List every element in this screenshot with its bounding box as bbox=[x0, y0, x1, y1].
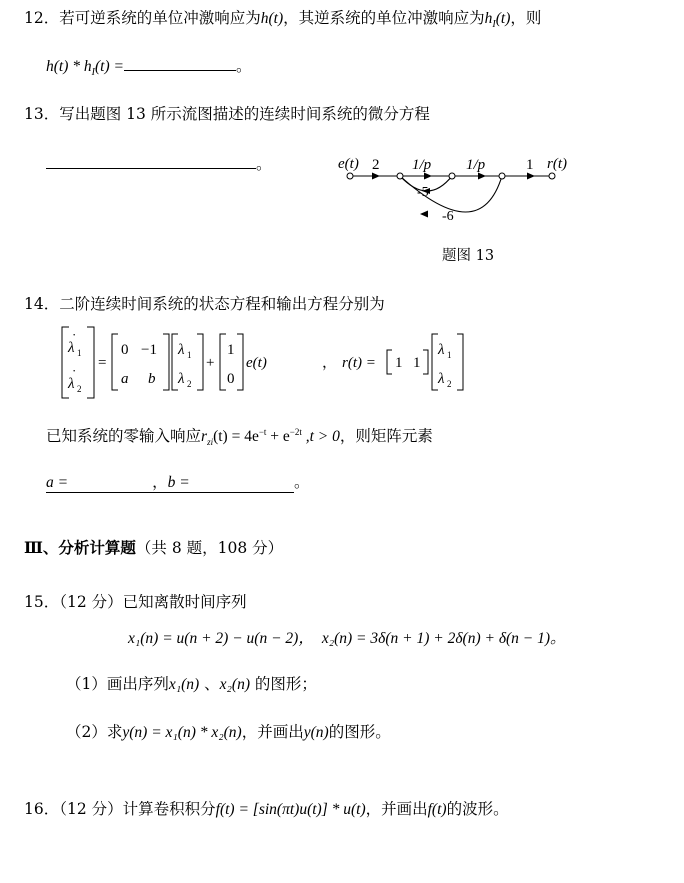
question-13 bbox=[24, 102, 430, 124]
svg-text:0: 0 bbox=[227, 371, 235, 387]
q14-text: 二阶连续时间系统的状态方程和输出方程分别为 bbox=[59, 295, 385, 313]
flow-fb-6: -6 bbox=[442, 209, 454, 224]
flow-gain-4: 1 bbox=[526, 157, 534, 173]
arrow-4 bbox=[527, 173, 535, 180]
question-12 bbox=[24, 6, 541, 30]
q14-sep: ， bbox=[152, 473, 168, 491]
signal-flow-graph bbox=[330, 148, 590, 238]
q12-text-c: ，则 bbox=[510, 9, 542, 27]
q13-number: 13． bbox=[24, 105, 60, 123]
svg-text:λ: λ bbox=[178, 371, 185, 387]
svg-text:，: ， bbox=[322, 355, 338, 371]
q16-eq: f(t) = [sin(πt)u(t)] * u(t) bbox=[215, 801, 366, 818]
q15-part-2 bbox=[66, 720, 391, 742]
q14-zi-text-b: ，则矩阵元素 bbox=[339, 427, 433, 445]
question-15 bbox=[24, 590, 247, 612]
q12-eq-sub: I bbox=[91, 67, 95, 79]
flow-label-e: e(t) bbox=[338, 156, 359, 172]
svg-text:a: a bbox=[121, 371, 129, 387]
q13-answer-blank[interactable] bbox=[46, 154, 256, 169]
svg-text:λ: λ bbox=[438, 371, 445, 387]
q12-hI: h bbox=[484, 10, 493, 27]
node-2 bbox=[449, 173, 455, 179]
q15-p1-x1: x₁(n) bbox=[168, 676, 200, 693]
q15-p1-x2: x₂(n) bbox=[219, 676, 250, 693]
q15-p1-b: 、 bbox=[199, 675, 220, 693]
q12-eq-lhs: h(t) * h bbox=[46, 58, 92, 75]
state-equation bbox=[56, 324, 486, 402]
q14-zi-plus: + e bbox=[266, 428, 290, 445]
svg-text:λ: λ bbox=[178, 342, 185, 358]
arrow-3 bbox=[478, 173, 486, 180]
svg-text:=: = bbox=[98, 355, 107, 371]
q15-p2-b: ，并画出 bbox=[241, 723, 304, 741]
q12-end: 。 bbox=[235, 57, 252, 75]
svg-text:λ: λ bbox=[68, 340, 75, 356]
q15-p1-c: 的图形； bbox=[250, 675, 317, 693]
svg-text:1: 1 bbox=[227, 342, 235, 358]
svg-text:1: 1 bbox=[395, 355, 403, 371]
svg-text:2: 2 bbox=[187, 379, 192, 389]
svg-text:1: 1 bbox=[77, 348, 82, 358]
q12-ht: h(t) bbox=[260, 10, 284, 27]
svg-text:1: 1 bbox=[187, 350, 192, 360]
q14-zi-cond: ,t > 0 bbox=[301, 428, 340, 445]
q13-answer-line bbox=[46, 152, 272, 174]
q15-x1: x₁(n) = u(n + 2) − u(n − 2)， bbox=[128, 630, 314, 647]
q16-f: f(t) bbox=[427, 801, 447, 818]
svg-text:2: 2 bbox=[77, 384, 82, 394]
q14-end: 。 bbox=[294, 473, 310, 491]
svg-text:+: + bbox=[206, 355, 215, 371]
q15-p2-y: y(n) bbox=[303, 724, 329, 741]
section-3-title: Ⅲ、分析计算题 bbox=[24, 538, 136, 557]
svg-text:r(t) =: r(t) = bbox=[342, 355, 376, 371]
q12-number: 12． bbox=[24, 9, 60, 27]
svg-text:0: 0 bbox=[121, 342, 129, 358]
flow-gain-3: 1/p bbox=[466, 157, 486, 173]
q14-answer-blank[interactable] bbox=[46, 470, 294, 493]
node-e bbox=[347, 173, 353, 179]
q12-equation bbox=[46, 54, 251, 78]
q13-end: 。 bbox=[256, 155, 272, 173]
node-1 bbox=[397, 173, 403, 179]
svg-text:λ: λ bbox=[68, 376, 75, 392]
q14-b-label: b = bbox=[167, 474, 190, 491]
q15-p2-eq: y(n) = x₁(n) * x₂(n) bbox=[122, 724, 242, 741]
node-r bbox=[549, 173, 555, 179]
svg-text:e(t): e(t) bbox=[246, 355, 267, 371]
svg-text:·: · bbox=[72, 363, 77, 378]
section-3-heading bbox=[24, 536, 283, 558]
q14-zi-text-a: 已知系统的零输入响应 bbox=[46, 427, 202, 445]
q15-p2-a: （2）求 bbox=[66, 723, 123, 741]
q15-score: （12 分） bbox=[59, 593, 123, 611]
question-14 bbox=[24, 292, 385, 314]
flow-label-r: r(t) bbox=[547, 156, 567, 172]
q15-part-1 bbox=[66, 672, 317, 694]
flow-gain-1: 2 bbox=[372, 157, 380, 173]
figure-caption-13: 题图 13 bbox=[442, 248, 495, 264]
svg-text:λ: λ bbox=[438, 342, 445, 358]
q13-text: 写出题图 13 所示流图描述的连续时间系统的微分方程 bbox=[59, 105, 430, 123]
q12-hI-sub: I bbox=[492, 19, 496, 31]
q16-text-c: 的波形。 bbox=[446, 800, 509, 818]
arrow-2 bbox=[424, 173, 432, 180]
svg-text:2: 2 bbox=[447, 379, 452, 389]
q14-a-label: a = bbox=[46, 474, 69, 491]
flow-fb-5: -5 bbox=[417, 185, 429, 200]
svg-text:1: 1 bbox=[413, 355, 421, 371]
q16-score: （12 分） bbox=[59, 800, 123, 818]
question-16 bbox=[24, 797, 509, 819]
q12-answer-blank[interactable] bbox=[124, 56, 236, 71]
flow-gain-2: 1/p bbox=[412, 157, 432, 173]
flow-feedback-6 bbox=[400, 176, 502, 212]
node-3 bbox=[499, 173, 505, 179]
q14-zi-exp2: −2t bbox=[289, 426, 302, 437]
q15-number: 15． bbox=[24, 593, 60, 611]
q15-p2-c: 的图形。 bbox=[328, 723, 391, 741]
arrow-fb2 bbox=[420, 211, 428, 218]
q15-sequences bbox=[128, 626, 566, 648]
section-3-note: （共 8 题，108 分） bbox=[135, 539, 284, 557]
q14-number: 14． bbox=[24, 295, 60, 313]
arrow-1 bbox=[372, 173, 380, 180]
q14-zi-exp1: −t bbox=[258, 426, 267, 437]
q15-p1-a: （1）画出序列 bbox=[66, 675, 169, 693]
q12-text-a: 若可逆系统的单位冲激响应为 bbox=[59, 9, 261, 27]
q14-zi-r: r bbox=[201, 428, 208, 445]
svg-text:1: 1 bbox=[447, 350, 452, 360]
q14-zero-input bbox=[46, 424, 433, 447]
q15-x2: x₂(n) = 3δ(n + 1) + 2δ(n) + δ(n − 1)。 bbox=[321, 630, 566, 647]
q14-answer-line bbox=[46, 470, 310, 493]
q15-text: 已知离散时间序列 bbox=[122, 593, 247, 611]
q12-eq-rhs: (t) = bbox=[94, 58, 124, 75]
q16-text: 计算卷积积分 bbox=[122, 800, 216, 818]
q16-number: 16． bbox=[24, 800, 60, 818]
svg-text:b: b bbox=[148, 371, 156, 387]
svg-text:·: · bbox=[72, 327, 77, 342]
q12-text-b: ，其逆系统的单位冲激响应为 bbox=[283, 9, 485, 27]
q14-zi-eq: (t) = 4e bbox=[213, 428, 259, 445]
q16-text-b: ，并画出 bbox=[365, 800, 428, 818]
svg-text:−1: −1 bbox=[141, 342, 157, 358]
q12-hI-arg: (t) bbox=[495, 10, 511, 27]
q14-zi-sub: zi bbox=[207, 437, 214, 448]
